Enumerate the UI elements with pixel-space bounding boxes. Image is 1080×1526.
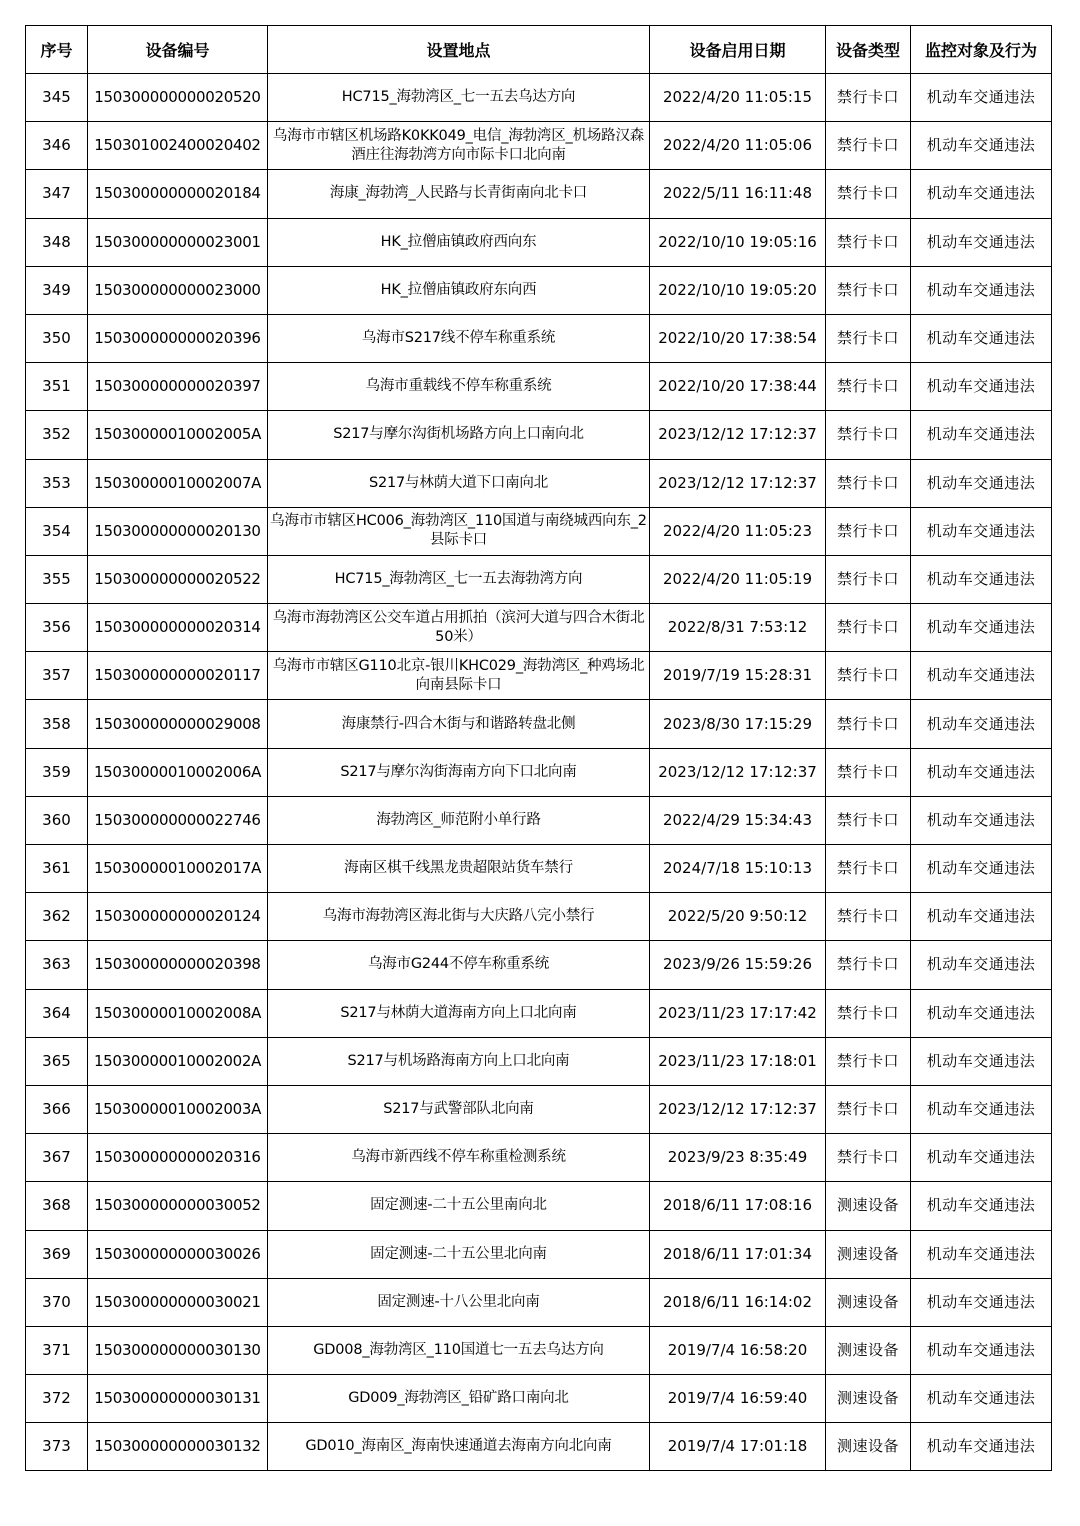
cell-device-type: 禁行卡口 (826, 507, 911, 555)
cell-enable-date: 2022/4/20 11:05:19 (650, 555, 826, 603)
cell-device-id: 15030000010002002A (88, 1037, 268, 1085)
cell-monitor-target: 机动车交通违法 (911, 1182, 1052, 1230)
cell-location: HC715_海勃湾区_七一五去海勃湾方向 (268, 555, 650, 603)
cell-monitor-target: 机动车交通违法 (911, 796, 1052, 844)
cell-monitor-target: 机动车交通违法 (911, 314, 1052, 362)
cell-location: S217与林荫大道海南方向上口北向南 (268, 989, 650, 1037)
cell-device-type: 禁行卡口 (826, 411, 911, 459)
cell-index: 367 (26, 1134, 88, 1182)
cell-enable-date: 2023/12/12 17:12:37 (650, 411, 826, 459)
cell-location: S217与林荫大道下口南向北 (268, 459, 650, 507)
cell-device-type: 禁行卡口 (826, 652, 911, 700)
cell-device-type: 测速设备 (826, 1326, 911, 1374)
table-row (26, 122, 1052, 170)
table-row (26, 700, 1052, 748)
cell-monitor-target: 机动车交通违法 (911, 411, 1052, 459)
cell-enable-date: 2023/9/26 15:59:26 (650, 941, 826, 989)
table-row (26, 170, 1052, 218)
table-row (26, 1423, 1052, 1471)
cell-index: 365 (26, 1037, 88, 1085)
cell-device-id: 150300000000030130 (88, 1326, 268, 1374)
cell-location: 海南区棋千线黑龙贵超限站货车禁行 (268, 845, 650, 893)
cell-index: 371 (26, 1326, 88, 1374)
cell-device-id: 150300000000023000 (88, 266, 268, 314)
cell-index: 364 (26, 989, 88, 1037)
cell-device-type: 禁行卡口 (826, 170, 911, 218)
cell-device-id: 150300000000020184 (88, 170, 268, 218)
cell-enable-date: 2022/10/20 17:38:54 (650, 314, 826, 362)
cell-location: 乌海市新西线不停车称重检测系统 (268, 1134, 650, 1182)
cell-enable-date: 2023/8/30 17:15:29 (650, 700, 826, 748)
cell-location: 乌海市G244不停车称重系统 (268, 941, 650, 989)
table-row (26, 1230, 1052, 1278)
header-index: 序号 (26, 26, 88, 74)
cell-device-type: 测速设备 (826, 1375, 911, 1423)
cell-location: 乌海市市辖区G110北京-银川KHC029_海勃湾区_种鸡场北向南县际卡口 (268, 652, 650, 700)
cell-location: 固定测速-二十五公里北向南 (268, 1230, 650, 1278)
cell-location: 乌海市市辖区机场路K0KK049_电信_海勃湾区_机场路汉森酒庄往海勃湾方向市际卡口北向南 (268, 122, 650, 170)
cell-device-id: 150300000000030021 (88, 1278, 268, 1326)
cell-monitor-target: 机动车交通违法 (911, 170, 1052, 218)
cell-index: 348 (26, 218, 88, 266)
table-row (26, 1037, 1052, 1085)
table-row (26, 1326, 1052, 1374)
cell-enable-date: 2019/7/4 16:58:20 (650, 1326, 826, 1374)
table-row (26, 893, 1052, 941)
cell-location: 乌海市海勃湾区公交车道占用抓拍（滨河大道与四合木街北50米） (268, 604, 650, 652)
cell-index: 368 (26, 1182, 88, 1230)
cell-device-type: 禁行卡口 (826, 459, 911, 507)
cell-device-id: 150300000000020398 (88, 941, 268, 989)
cell-device-type: 测速设备 (826, 1278, 911, 1326)
cell-index: 352 (26, 411, 88, 459)
cell-device-id: 150300000000030131 (88, 1375, 268, 1423)
table-row (26, 1278, 1052, 1326)
cell-monitor-target: 机动车交通违法 (911, 74, 1052, 122)
cell-monitor-target: 机动车交通违法 (911, 1085, 1052, 1133)
cell-monitor-target: 机动车交通违法 (911, 941, 1052, 989)
cell-location: GD008_海勃湾区_110国道七一五去乌达方向 (268, 1326, 650, 1374)
cell-device-id: 15030000010002003A (88, 1085, 268, 1133)
table-row (26, 363, 1052, 411)
cell-device-type: 测速设备 (826, 1182, 911, 1230)
cell-location: S217与摩尔沟街海南方向下口北向南 (268, 748, 650, 796)
cell-location: 乌海市重载线不停车称重系统 (268, 363, 650, 411)
cell-device-id: 150300000000030132 (88, 1423, 268, 1471)
cell-enable-date: 2019/7/19 15:28:31 (650, 652, 826, 700)
cell-device-type: 禁行卡口 (826, 796, 911, 844)
cell-enable-date: 2022/4/20 11:05:15 (650, 74, 826, 122)
cell-device-id: 150300000000030026 (88, 1230, 268, 1278)
header-monitor-target: 监控对象及行为 (911, 26, 1052, 74)
table-row (26, 1134, 1052, 1182)
cell-device-id: 150300000000029008 (88, 700, 268, 748)
header-device-id: 设备编号 (88, 26, 268, 74)
cell-location: GD009_海勃湾区_铅矿路口南向北 (268, 1375, 650, 1423)
cell-index: 361 (26, 845, 88, 893)
cell-device-type: 禁行卡口 (826, 1037, 911, 1085)
cell-device-type: 禁行卡口 (826, 266, 911, 314)
cell-index: 372 (26, 1375, 88, 1423)
cell-enable-date: 2022/10/10 19:05:20 (650, 266, 826, 314)
cell-index: 356 (26, 604, 88, 652)
cell-device-type: 禁行卡口 (826, 604, 911, 652)
cell-monitor-target: 机动车交通违法 (911, 459, 1052, 507)
cell-location: 固定测速-十八公里北向南 (268, 1278, 650, 1326)
cell-device-type: 禁行卡口 (826, 893, 911, 941)
cell-enable-date: 2022/5/11 16:11:48 (650, 170, 826, 218)
cell-index: 354 (26, 507, 88, 555)
cell-location: S217与摩尔沟街机场路方向上口南向北 (268, 411, 650, 459)
cell-monitor-target: 机动车交通违法 (911, 700, 1052, 748)
header-device-type: 设备类型 (826, 26, 911, 74)
table-row (26, 604, 1052, 652)
cell-device-type: 测速设备 (826, 1423, 911, 1471)
cell-enable-date: 2022/10/20 17:38:44 (650, 363, 826, 411)
cell-device-id: 150300000000020130 (88, 507, 268, 555)
cell-device-type: 禁行卡口 (826, 1134, 911, 1182)
cell-device-type: 禁行卡口 (826, 218, 911, 266)
cell-device-type: 禁行卡口 (826, 363, 911, 411)
cell-enable-date: 2023/11/23 17:17:42 (650, 989, 826, 1037)
cell-device-type: 禁行卡口 (826, 1085, 911, 1133)
cell-device-type: 禁行卡口 (826, 941, 911, 989)
cell-index: 349 (26, 266, 88, 314)
cell-enable-date: 2023/12/12 17:12:37 (650, 1085, 826, 1133)
cell-location: 乌海市S217线不停车称重系统 (268, 314, 650, 362)
cell-device-id: 150300000000020520 (88, 74, 268, 122)
cell-location: 固定测速-二十五公里南向北 (268, 1182, 650, 1230)
cell-monitor-target: 机动车交通违法 (911, 845, 1052, 893)
cell-enable-date: 2022/8/31 7:53:12 (650, 604, 826, 652)
cell-device-id: 150300000000020396 (88, 314, 268, 362)
cell-enable-date: 2023/12/12 17:12:37 (650, 748, 826, 796)
table-row (26, 989, 1052, 1037)
table-row (26, 796, 1052, 844)
cell-location: HK_拉僧庙镇政府东向西 (268, 266, 650, 314)
cell-device-id: 150300000000023001 (88, 218, 268, 266)
cell-device-type: 禁行卡口 (826, 700, 911, 748)
cell-device-type: 测速设备 (826, 1230, 911, 1278)
cell-location: 海康_海勃湾_人民路与长青街南向北卡口 (268, 170, 650, 218)
table-row (26, 1085, 1052, 1133)
cell-device-type: 禁行卡口 (826, 74, 911, 122)
cell-location: 乌海市市辖区HC006_海勃湾区_110国道与南绕城西向东_2县际卡口 (268, 507, 650, 555)
table-row (26, 941, 1052, 989)
cell-monitor-target: 机动车交通违法 (911, 1134, 1052, 1182)
cell-index: 358 (26, 700, 88, 748)
cell-location: 海康禁行-四合木街与和谐路转盘北侧 (268, 700, 650, 748)
table-row (26, 266, 1052, 314)
cell-device-type: 禁行卡口 (826, 989, 911, 1037)
table-body (26, 74, 1052, 1471)
cell-index: 373 (26, 1423, 88, 1471)
cell-device-id: 150300000000020397 (88, 363, 268, 411)
header-location: 设置地点 (268, 26, 650, 74)
cell-index: 351 (26, 363, 88, 411)
cell-device-id: 150301002400020402 (88, 122, 268, 170)
cell-device-id: 150300000000020314 (88, 604, 268, 652)
cell-enable-date: 2023/9/23 8:35:49 (650, 1134, 826, 1182)
cell-monitor-target: 机动车交通违法 (911, 555, 1052, 603)
cell-location: S217与机场路海南方向上口北向南 (268, 1037, 650, 1085)
cell-device-id: 15030000010002006A (88, 748, 268, 796)
cell-enable-date: 2018/6/11 16:14:02 (650, 1278, 826, 1326)
cell-monitor-target: 机动车交通违法 (911, 122, 1052, 170)
table-row (26, 314, 1052, 362)
cell-monitor-target: 机动车交通违法 (911, 748, 1052, 796)
cell-device-type: 禁行卡口 (826, 845, 911, 893)
cell-index: 369 (26, 1230, 88, 1278)
table-header (26, 26, 1052, 74)
cell-monitor-target: 机动车交通违法 (911, 652, 1052, 700)
cell-monitor-target: 机动车交通违法 (911, 1326, 1052, 1374)
cell-monitor-target: 机动车交通违法 (911, 1375, 1052, 1423)
cell-monitor-target: 机动车交通违法 (911, 1423, 1052, 1471)
cell-device-type: 禁行卡口 (826, 122, 911, 170)
table-row (26, 74, 1052, 122)
table-row (26, 507, 1052, 555)
cell-index: 346 (26, 122, 88, 170)
table-row (26, 748, 1052, 796)
cell-index: 360 (26, 796, 88, 844)
table-row (26, 555, 1052, 603)
cell-monitor-target: 机动车交通违法 (911, 218, 1052, 266)
cell-index: 345 (26, 74, 88, 122)
device-table (25, 25, 1052, 1471)
table-row (26, 1375, 1052, 1423)
cell-index: 362 (26, 893, 88, 941)
cell-enable-date: 2022/4/29 15:34:43 (650, 796, 826, 844)
table-row (26, 652, 1052, 700)
cell-monitor-target: 机动车交通违法 (911, 1230, 1052, 1278)
table-row (26, 459, 1052, 507)
cell-index: 355 (26, 555, 88, 603)
cell-enable-date: 2022/4/20 11:05:23 (650, 507, 826, 555)
cell-enable-date: 2023/11/23 17:18:01 (650, 1037, 826, 1085)
cell-location: GD010_海南区_海南快速通道去海南方向北向南 (268, 1423, 650, 1471)
cell-index: 366 (26, 1085, 88, 1133)
cell-device-type: 禁行卡口 (826, 555, 911, 603)
cell-location: 乌海市海勃湾区海北街与大庆路八完小禁行 (268, 893, 650, 941)
cell-enable-date: 2018/6/11 17:08:16 (650, 1182, 826, 1230)
cell-monitor-target: 机动车交通违法 (911, 604, 1052, 652)
cell-device-id: 150300000000020316 (88, 1134, 268, 1182)
cell-device-type: 禁行卡口 (826, 748, 911, 796)
cell-index: 353 (26, 459, 88, 507)
cell-enable-date: 2022/5/20 9:50:12 (650, 893, 826, 941)
cell-enable-date: 2019/7/4 17:01:18 (650, 1423, 826, 1471)
cell-enable-date: 2024/7/18 15:10:13 (650, 845, 826, 893)
cell-enable-date: 2022/10/10 19:05:16 (650, 218, 826, 266)
cell-location: 海勃湾区_师范附小单行路 (268, 796, 650, 844)
cell-monitor-target: 机动车交通违法 (911, 507, 1052, 555)
cell-device-id: 15030000010002017A (88, 845, 268, 893)
cell-device-id: 150300000000020117 (88, 652, 268, 700)
cell-device-id: 15030000010002007A (88, 459, 268, 507)
cell-location: HC715_海勃湾区_七一五去乌达方向 (268, 74, 650, 122)
cell-index: 370 (26, 1278, 88, 1326)
cell-device-id: 15030000010002005A (88, 411, 268, 459)
cell-location: S217与武警部队北向南 (268, 1085, 650, 1133)
header-row (26, 26, 1052, 74)
cell-device-id: 15030000010002008A (88, 989, 268, 1037)
cell-monitor-target: 机动车交通违法 (911, 1278, 1052, 1326)
cell-enable-date: 2019/7/4 16:59:40 (650, 1375, 826, 1423)
cell-location: HK_拉僧庙镇政府西向东 (268, 218, 650, 266)
cell-device-id: 150300000000030052 (88, 1182, 268, 1230)
cell-device-id: 150300000000020124 (88, 893, 268, 941)
cell-enable-date: 2022/4/20 11:05:06 (650, 122, 826, 170)
cell-monitor-target: 机动车交通违法 (911, 266, 1052, 314)
cell-index: 357 (26, 652, 88, 700)
table-row (26, 845, 1052, 893)
cell-index: 347 (26, 170, 88, 218)
cell-device-id: 150300000000020522 (88, 555, 268, 603)
table-row (26, 218, 1052, 266)
cell-enable-date: 2018/6/11 17:01:34 (650, 1230, 826, 1278)
cell-device-type: 禁行卡口 (826, 314, 911, 362)
cell-enable-date: 2023/12/12 17:12:37 (650, 459, 826, 507)
cell-monitor-target: 机动车交通违法 (911, 893, 1052, 941)
cell-monitor-target: 机动车交通违法 (911, 989, 1052, 1037)
table-row (26, 411, 1052, 459)
cell-device-id: 150300000000022746 (88, 796, 268, 844)
cell-index: 359 (26, 748, 88, 796)
cell-monitor-target: 机动车交通违法 (911, 1037, 1052, 1085)
header-enable-date: 设备启用日期 (650, 26, 826, 74)
cell-monitor-target: 机动车交通违法 (911, 363, 1052, 411)
table-row (26, 1182, 1052, 1230)
cell-index: 350 (26, 314, 88, 362)
cell-index: 363 (26, 941, 88, 989)
